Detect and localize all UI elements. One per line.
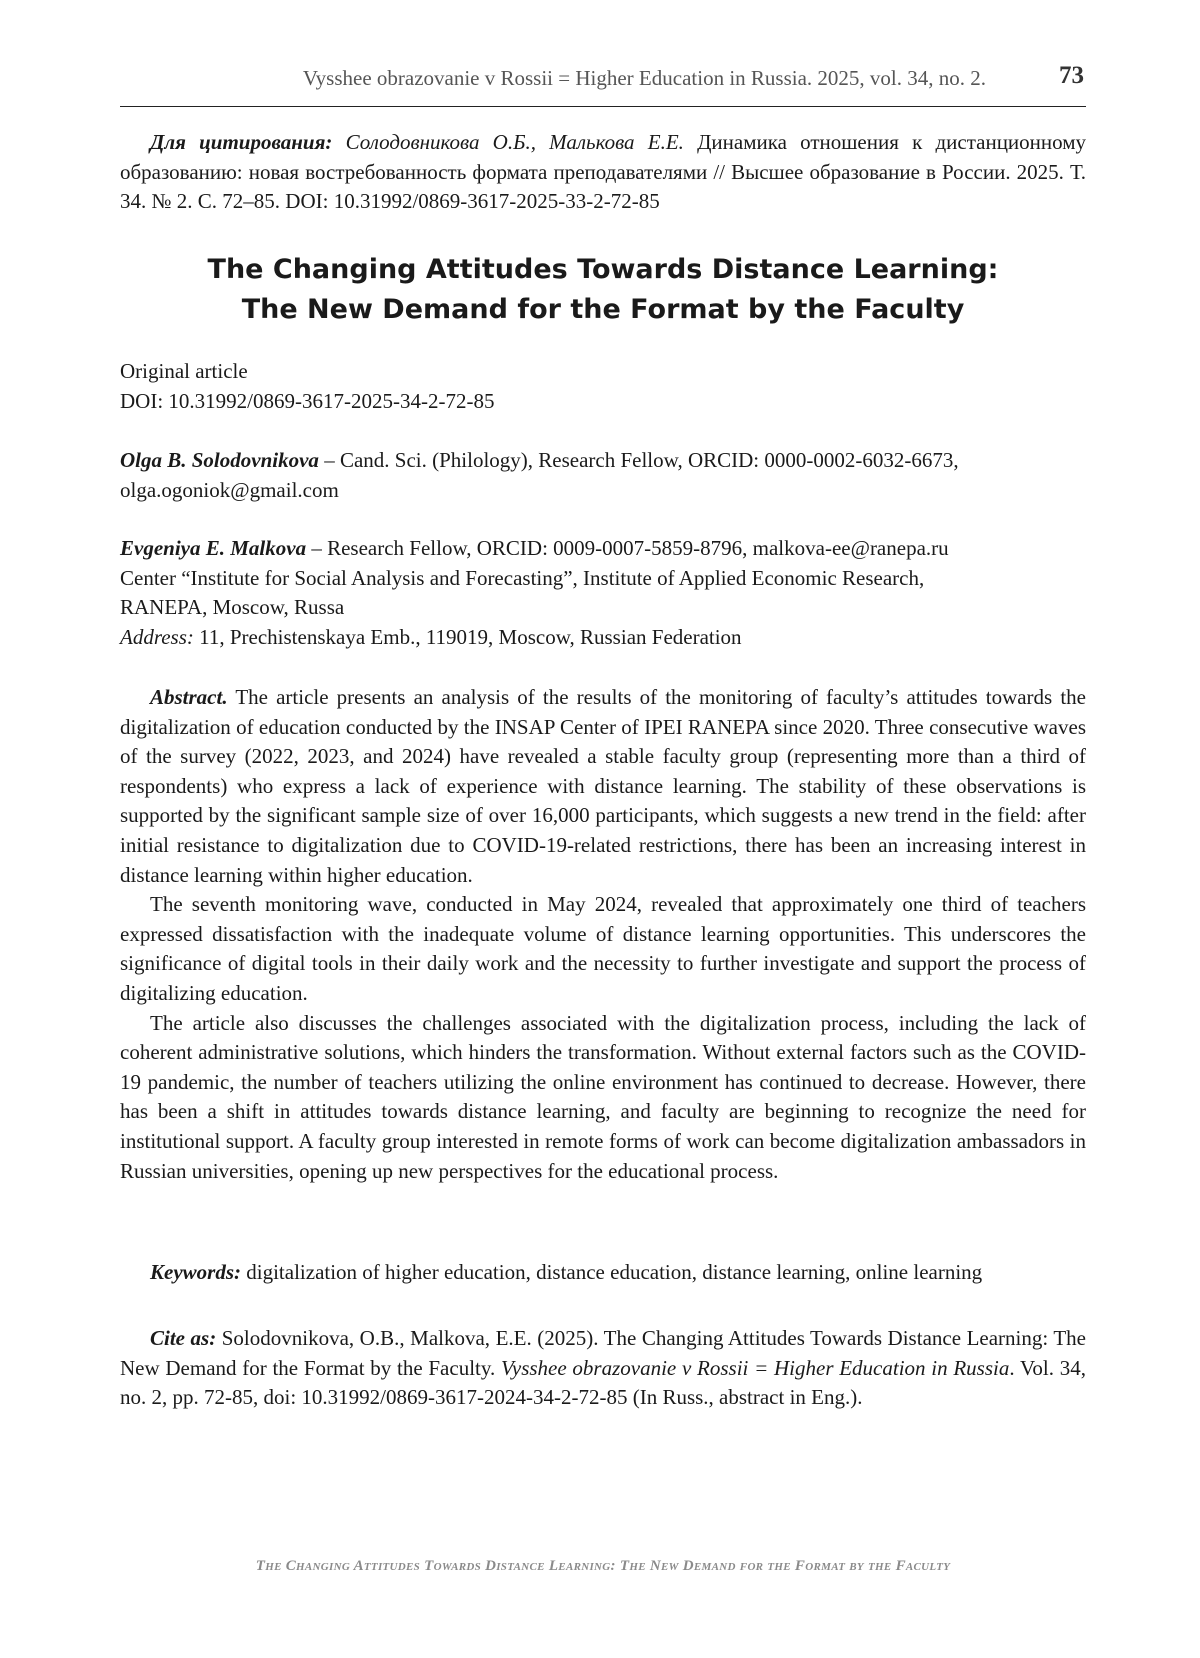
keywords-label: Keywords: (150, 1260, 241, 1284)
author-name: Olga B. Solodovnikova (120, 448, 319, 472)
running-footer: The Changing Attitudes Towards Distance Learning: The New Demand for the Format by the Faculty (255, 1558, 951, 1574)
address-label: Address: (120, 624, 194, 649)
cite-as-text-2: . Vol. 34, no. 2, pp. 72-85, doi: 10.31992/0869-3617-2024-34-2-72-85 (In Russ., abstract in Eng.). (120, 1355, 1086, 1410)
article-doi: DOI: 10.31992/0869-3617-2025-34-2-72-85 (120, 388, 495, 413)
author-info: – Cand. Sci. (Philology), Research Fellow, ORCID: 0000-0002-6032-6673, (318, 448, 959, 472)
author-name: Evgeniya E. Malkova (120, 536, 307, 560)
article-title-line-2: The New Demand for the Format by the Faculty (241, 294, 965, 325)
abstract-text-1: The article presents an analysis of the results of the monitoring of faculty’s attitudes towards the digitalization of education conducted by the INSAP Center of IPEI RANEPA since 2020. Three consecutive waves of the survey (2022, 2023, and 2024) have revealed a stable faculty group (representing more than a third of respondents) who express a lack of experience with distance learning. The stability of these observations is supported by the significant sample size of over 16,000 participants, which suggests a new trend in the field: after initial resistance to digitalization due to COVID-19-related restrictions, there has been an increasing interest in distance learning within higher education. (120, 685, 1086, 887)
article-title (120, 250, 1086, 330)
author-block-2 (120, 534, 1086, 652)
running-header (120, 62, 1086, 107)
journal-page (120, 0, 1086, 1658)
author-email: olga.ogoniok@gmail.com (120, 477, 339, 502)
abstract (120, 683, 1086, 1186)
author-info: – Research Fellow, ORCID: 0009-0007-5859-8796, malkova-ee@ranepa.ru (306, 536, 949, 560)
abstract-paragraph-2: The seventh monitoring wave, conducted in May 2024, revealed that approximately one third of teachers expressed dissatisfaction with the inadequate volume of distance learning opportunities. This underscores the significance of digital tools in their daily work and the necessity to further investigate and support the process of digitalizing education. (120, 892, 1086, 1005)
abstract-label: Abstract. (150, 685, 228, 709)
article-meta (120, 357, 1086, 416)
article-title-line-1: The Changing Attitudes Towards Distance Learning: (207, 254, 999, 285)
author-block-1 (120, 446, 1086, 505)
cite-as-label: Cite as: (150, 1326, 217, 1350)
russian-citation-authors: Солодовникова О.Б., Малькова Е.Е. (345, 130, 684, 154)
page-number: 73 (1059, 62, 1084, 89)
article-type: Original article (120, 359, 248, 383)
russian-citation-label: Для цитирования: (150, 130, 333, 154)
russian-citation (120, 128, 1086, 217)
author-affiliation-line-2: RANEPA, Moscow, Russa (120, 595, 345, 620)
abstract-paragraph-3: The article also discusses the challenges associated with the digitalization process, including the lack of coherent administrative solutions, which hinders the transformation. Without external factors such as the COVID-19 pandemic, the number of teachers utilizing the online environment has continued to decrease. However, there has been a shift in attitudes towards distance learning, and faculty are beginning to recognize the need for institutional support. A faculty group interested in remote forms of work can become digitalization ambassadors in Russian universities, opening up new perspectives for the educational process. (120, 1010, 1086, 1183)
author-affiliation-line-1: Center “Institute for Social Analysis and Forecasting”, Institute of Applied Economic Research, (120, 565, 925, 590)
journal-citation-header: Vysshee obrazovanie v Rossii = Higher Education in Russia. 2025, vol. 34, no. 2. (302, 66, 986, 90)
keywords-text: digitalization of higher education, distance education, distance learning, online learning (241, 1260, 983, 1284)
cite-as (120, 1324, 1086, 1413)
russian-citation-text: Динамика отношения к дистанционному образованию: новая востребованность формата преподавателями // Высшее образование в России. 2025. Т. 34. № 2. С. 72–85. DOI: 10.31992/0869-3617-2025-33-2-72-85 (120, 130, 1087, 214)
cite-as-text-1: Solodovnikova, O.B., Malkova, E.E. (2025). The Changing Attitudes Towards Distance Learning: The New Demand for the Format by the Faculty. (120, 1326, 1086, 1380)
cite-as-journal: Vysshee obrazovanie v Rossii = Higher Education in Russia (500, 1355, 1010, 1380)
address-text: 11, Prechistenskaya Emb., 119019, Moscow, Russian Federation (193, 624, 742, 649)
abstract-paragraph-1 (120, 683, 1086, 890)
keywords (120, 1258, 1086, 1288)
